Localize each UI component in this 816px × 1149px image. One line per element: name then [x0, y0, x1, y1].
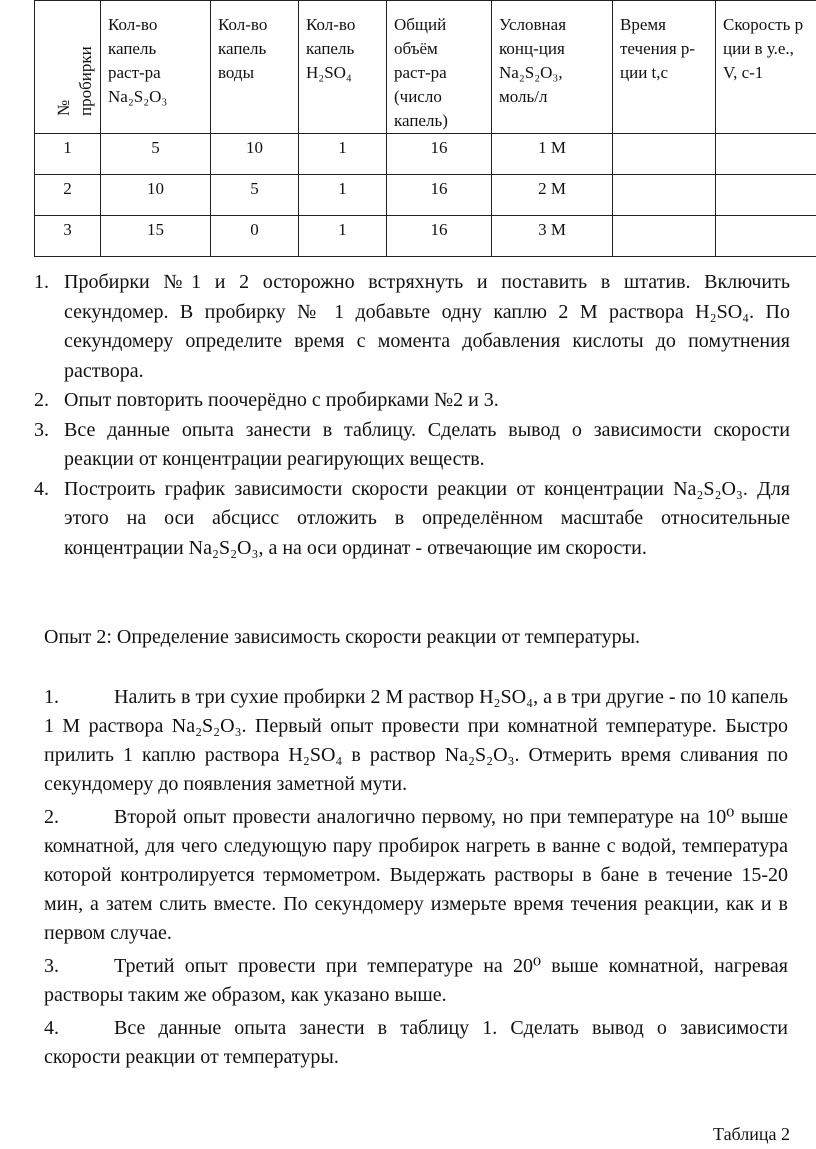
procedure-list-2 [44, 683, 788, 1072]
table-cell: 5 [211, 175, 299, 216]
header-text: Общий [394, 15, 447, 34]
list-item-text: Пробирки №1 и 2 осторожно встряхнуть и поставить в штатив. Включить секундомер. В пробирку № 1 добавьте одну каплю 2 М раствора H₂SO₄. По секундомеру определите время с момента добавления кислоты до помутнения раствора. [64, 271, 790, 382]
table-cell [613, 175, 716, 216]
table-row [35, 175, 816, 216]
header-text: (число [394, 87, 442, 106]
list-item [44, 952, 788, 1010]
table-cell [613, 216, 716, 257]
list-item-number: 3. [44, 955, 59, 977]
list-item-text: Все данные опыта занести в таблицу 1. Сделать вывод о зависимости скорости реакции от температуры. [44, 1017, 788, 1068]
list-item-number: 4. [34, 477, 49, 500]
header-text: ции в у.е., [723, 39, 794, 58]
table-cell: 2 М [492, 175, 613, 216]
header-text: объём [394, 39, 438, 58]
table-cell [613, 134, 716, 175]
header-text: Na₂S₂O₃, [499, 63, 563, 82]
header-reaction-rate [716, 1, 816, 134]
table-cell: 1 М [492, 134, 613, 175]
header-text: Время [620, 15, 666, 34]
header-total-volume [387, 1, 492, 134]
table-cell [716, 134, 816, 175]
header-text: Условная [499, 15, 567, 34]
header-text: раст-ра [108, 63, 161, 82]
header-text: ции t,с [620, 63, 669, 82]
header-text: V, с-1 [723, 63, 764, 82]
header-text: № [54, 99, 73, 116]
list-item-text: Все данные опыта занести в таблицу. Сделать вывод о зависимости скорости реакции от концентрации реагирующих веществ. [64, 418, 790, 470]
experiment-table [34, 0, 816, 257]
header-text: воды [218, 63, 254, 82]
header-text: моль/л [499, 87, 548, 106]
table-cell: 3 [35, 216, 101, 257]
list-item-number: 2. [34, 389, 49, 411]
header-concentration [492, 1, 613, 134]
header-text: капель [306, 39, 355, 58]
list-item [44, 683, 788, 799]
header-text: Кол-во [108, 15, 158, 34]
header-text: капель [218, 39, 267, 58]
header-text: раст-ра [394, 63, 447, 82]
header-text: Кол-во [306, 15, 356, 34]
list-item-number: 3. [34, 418, 49, 441]
table-cell: 1 [299, 216, 387, 257]
header-tube-number [35, 1, 101, 134]
header-text: конц-ция [499, 39, 565, 58]
list-item [34, 475, 790, 564]
list-item [44, 803, 788, 948]
procedure-list-1 [34, 268, 790, 563]
header-drops-na2s2o3 [101, 1, 211, 134]
table-cell: 10 [101, 175, 211, 216]
table-cell: 2 [35, 175, 101, 216]
table-cell: 15 [101, 216, 211, 257]
table-cell: 0 [211, 216, 299, 257]
header-text: капель) [394, 111, 448, 130]
header-drops-h2so4 [299, 1, 387, 134]
table-cell: 16 [387, 134, 492, 175]
list-item-number: 1. [34, 271, 49, 293]
list-item-text: Построить график зависимости скорости реакции от концентрации Na₂S₂O₃. Для этого на оси абсцисс отложить в определённом масштабе относительные концентрации Na₂S₂O₃, а на оси ординат - отвечающие им скорости. [64, 477, 790, 559]
header-reaction-time [613, 1, 716, 134]
list-item [34, 386, 790, 416]
list-item-text: Налить в три сухие пробирки 2 М раствор H₂SO₄, а в три другие - по 10 капель 1 М раствора Na₂S₂O₃. Первый опыт провести при комнатной температуре. Быстро прилить 1 каплю раствора H₂SO₄ в раствор Na₂S₂O₃. Отмерить время сливания по секундомеру до появления заметной мути. [44, 686, 788, 795]
list-item-number: 1. [44, 686, 59, 708]
header-drops-water [211, 1, 299, 134]
table-cell: 1 [35, 134, 101, 175]
table-row [35, 134, 816, 175]
table-cell: 16 [387, 216, 492, 257]
header-text: Кол-во [218, 15, 268, 34]
table-cell: 3 М [492, 216, 613, 257]
list-item [34, 416, 790, 475]
header-text: Na₂S₂O₃ [108, 87, 168, 106]
list-item-text: Опыт повторить поочерёдно с пробирками №2 и 3. [64, 389, 499, 411]
table-row [35, 216, 816, 257]
table-header-row [35, 1, 816, 134]
table-cell [716, 216, 816, 257]
list-item-text: Третий опыт провести при температуре на 20⁰ выше комнатной, нагревая растворы таким же образом, как указано выше. [44, 955, 788, 1006]
table-cell [716, 175, 816, 216]
list-item [34, 268, 790, 386]
table-cell: 5 [101, 134, 211, 175]
header-text: течения р- [620, 39, 696, 58]
header-text: Скорость р [723, 15, 804, 34]
header-text: пробирки [76, 46, 95, 116]
table-cell: 1 [299, 134, 387, 175]
list-item [44, 1014, 788, 1072]
table-cell: 1 [299, 175, 387, 216]
table-cell: 10 [211, 134, 299, 175]
table-cell: 16 [387, 175, 492, 216]
table-2-caption: Таблица 2 [713, 1124, 790, 1144]
experiment-2-title: Опыт 2: Определение зависимость скорости реакции от температуры. [44, 626, 641, 648]
list-item-number: 4. [44, 1017, 59, 1039]
header-text: H₂SO₄ [306, 63, 352, 82]
header-text: капель [108, 39, 157, 58]
list-item-number: 2. [44, 806, 59, 828]
list-item-text: Второй опыт провести аналогично первому, но при температуре на 10⁰ выше комнатной, для чего следующую пару пробирок нагреть в ванне с водой, температура которой контролируется термометром. Выдержать растворы в бане в течение 15-20 мин, а затем слить вместе. По секундомеру измерьте время течения реакции, как и в первом случае. [44, 806, 788, 944]
